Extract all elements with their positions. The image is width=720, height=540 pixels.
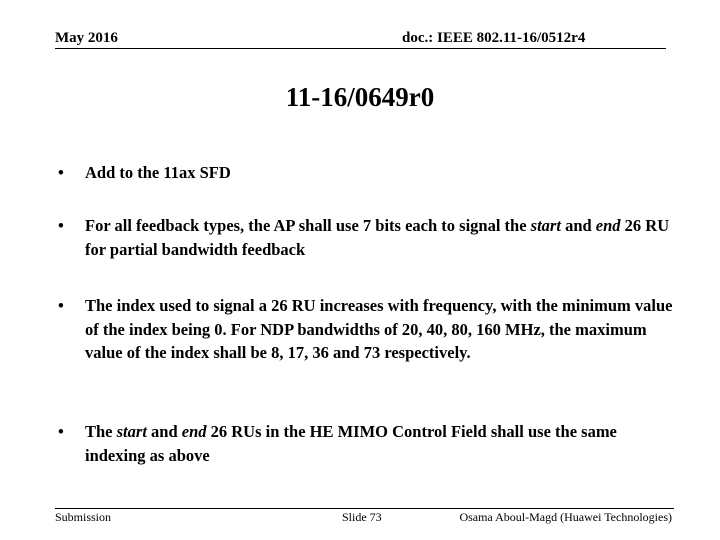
- footer-divider: [55, 508, 674, 509]
- header-date: May 2016: [55, 30, 118, 46]
- footer-slide-number: Slide 73: [342, 510, 382, 524]
- text-run: For all feedback types, the AP shall use 7 bits each to signal the: [85, 216, 531, 235]
- header-doc-id: doc.: IEEE 802.11-16/0512r4: [402, 30, 586, 46]
- bullet-item: [58, 420, 678, 467]
- italic-term-end: end: [595, 216, 621, 235]
- bullet-item: [58, 214, 678, 261]
- italic-term-start: start: [116, 422, 147, 441]
- text-run: 26 RUs in the HE MIMO Control Field shall use the same indexing as above: [85, 422, 617, 465]
- bullet-marker: •: [58, 296, 64, 315]
- slide-title: 11-16/0649r0: [285, 82, 435, 112]
- bullet-text: [85, 420, 678, 467]
- bullet-text: The index used to signal a 26 RU increases with frequency, with the minimum value of the index being 0. For NDP bandwidths of 20, 40, 80, 160 MHz, the maximum value of the index shall be 8, 17, 36 and 73 respectively.: [85, 296, 673, 363]
- text-run: 26 RU for partial bandwidth feedback: [85, 216, 670, 259]
- bullet-marker: •: [58, 163, 64, 182]
- bullet-text: [85, 214, 678, 261]
- bullet-text: Add to the 11ax SFD: [85, 163, 231, 182]
- bullet-item: [58, 161, 678, 185]
- footer-submission: Submission: [55, 510, 112, 524]
- header-divider: [55, 48, 666, 49]
- text-run: The: [85, 422, 117, 441]
- text-run: and: [146, 422, 182, 441]
- italic-term-end: end: [181, 422, 207, 441]
- bullet-marker: •: [58, 422, 64, 441]
- bullet-marker: •: [58, 216, 64, 235]
- italic-term-start: start: [530, 216, 561, 235]
- footer-author: Osama Aboul-Magd (Huawei Technologies): [459, 510, 672, 524]
- bullet-item: [58, 294, 678, 365]
- text-run: and: [560, 216, 596, 235]
